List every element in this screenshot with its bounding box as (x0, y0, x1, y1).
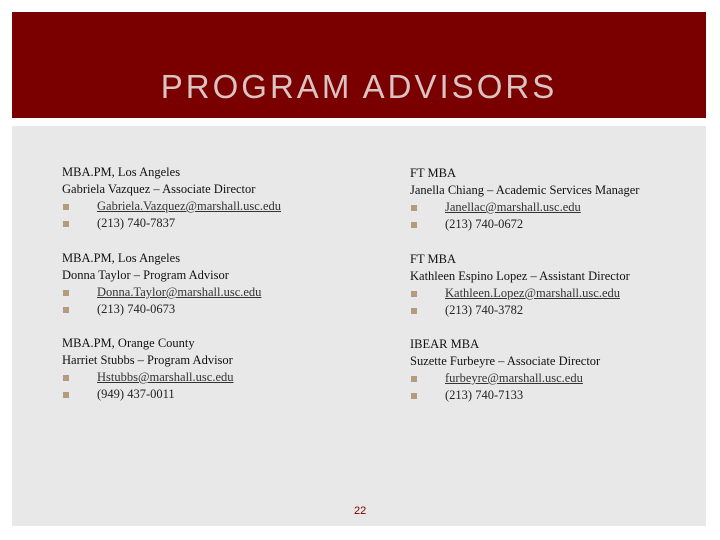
email-row (410, 370, 600, 387)
advisor-program: MBA.PM, Orange County (62, 336, 195, 350)
advisor-phone: (213) 740-0672 (445, 217, 524, 231)
advisor-card (410, 251, 630, 319)
square-bullet-icon (63, 290, 69, 296)
advisor-card (410, 336, 600, 404)
phone-row (410, 302, 630, 319)
advisor-email-link[interactable]: Donna.Taylor@marshall.usc.edu (97, 285, 262, 299)
square-bullet-icon (63, 375, 69, 381)
square-bullet-icon (411, 308, 417, 314)
advisor-name-role: Kathleen Espino Lopez – Assistant Director (410, 269, 630, 283)
advisor-name-role: Donna Taylor – Program Advisor (62, 268, 229, 282)
advisor-email-link[interactable]: furbeyre@marshall.usc.edu (445, 371, 583, 385)
page-number: 22 (354, 505, 367, 517)
phone-row (62, 215, 281, 232)
email-row (62, 369, 234, 386)
advisor-phone: (949) 437-0011 (97, 387, 175, 401)
advisor-program: IBEAR MBA (410, 337, 480, 351)
square-bullet-icon (63, 204, 69, 210)
advisor-program: FT MBA (410, 252, 456, 266)
advisor-email-link[interactable]: Janellac@marshall.usc.edu (445, 200, 581, 214)
advisor-program: MBA.PM, Los Angeles (62, 251, 181, 265)
square-bullet-icon (411, 376, 417, 382)
advisor-card (62, 250, 261, 318)
advisor-phone: (213) 740-0673 (97, 302, 176, 316)
advisor-card (410, 165, 639, 233)
advisor-card (62, 164, 281, 232)
email-row (62, 284, 261, 301)
phone-row (410, 216, 639, 233)
email-row (410, 199, 639, 216)
advisor-name-role: Harriet Stubbs – Program Advisor (62, 353, 233, 367)
advisor-name-role: Janella Chiang – Academic Services Manager (410, 183, 640, 197)
square-bullet-icon (63, 392, 69, 398)
square-bullet-icon (411, 393, 417, 399)
advisor-program: MBA.PM, Los Angeles (62, 165, 181, 179)
advisor-email-link[interactable]: Hstubbs@marshall.usc.edu (97, 370, 234, 384)
advisor-email-link[interactable]: Kathleen.Lopez@marshall.usc.edu (445, 286, 620, 300)
advisor-card (62, 335, 234, 403)
advisor-name-role: Suzette Furbeyre – Associate Director (410, 354, 601, 368)
square-bullet-icon (63, 221, 69, 227)
page-title: PROGRAM ADVISORS (160, 68, 558, 105)
advisor-name-role: Gabriela Vazquez – Associate Director (62, 182, 256, 196)
square-bullet-icon (411, 205, 417, 211)
email-row (62, 198, 281, 215)
title-banner (12, 12, 706, 118)
phone-row (62, 301, 261, 318)
advisor-phone: (213) 740-7133 (445, 388, 524, 402)
phone-row (62, 386, 234, 403)
square-bullet-icon (411, 291, 417, 297)
phone-row (410, 387, 600, 404)
square-bullet-icon (411, 222, 417, 228)
advisor-phone: (213) 740-3782 (445, 303, 524, 317)
square-bullet-icon (63, 307, 69, 313)
advisor-email-link[interactable]: Gabriela.Vazquez@marshall.usc.edu (97, 199, 282, 213)
email-row (410, 285, 630, 302)
advisor-program: FT MBA (410, 166, 456, 180)
advisor-phone: (213) 740-7837 (97, 216, 176, 230)
